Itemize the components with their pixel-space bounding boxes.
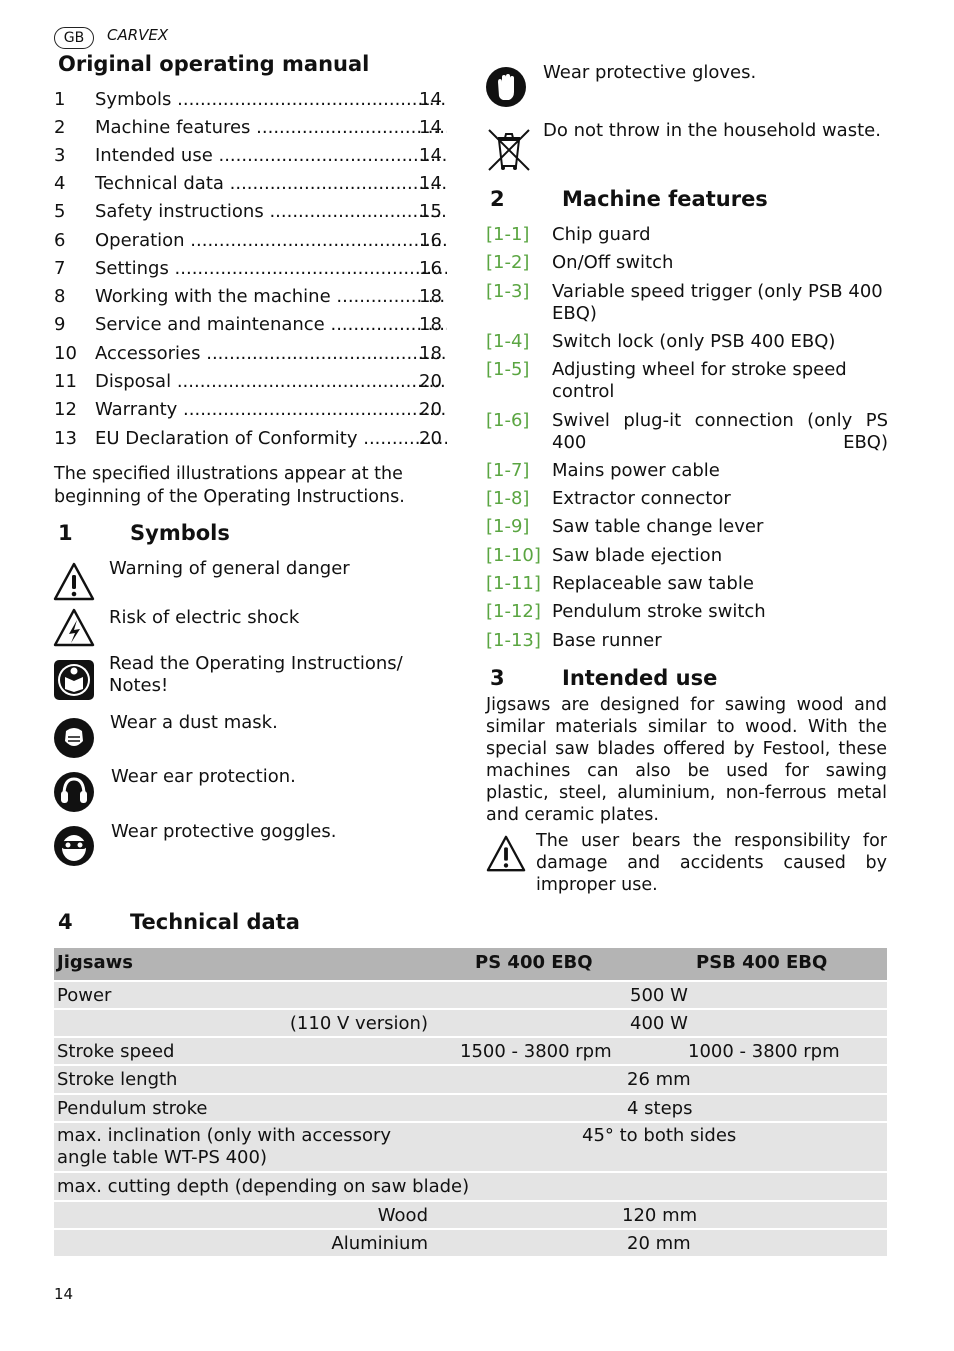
section-title: Intended use bbox=[562, 666, 718, 690]
toc-entry[interactable] bbox=[54, 198, 444, 226]
toc-page: 14 bbox=[419, 89, 442, 110]
responsibility-warning: The user bears the responsibility for damage and accidents caused by improper use. bbox=[536, 831, 887, 895]
section-title: Technical data bbox=[130, 910, 300, 934]
feature-item bbox=[486, 488, 888, 510]
table-value-ps400: 1500 - 3800 rpm bbox=[460, 1041, 612, 1062]
table-row-sublabel: Aluminium bbox=[331, 1233, 428, 1254]
toc-number: 12 bbox=[54, 399, 77, 420]
toc-number: 9 bbox=[54, 314, 66, 335]
toc-entry[interactable] bbox=[54, 227, 444, 255]
table-row bbox=[54, 1095, 887, 1123]
table-row bbox=[54, 982, 887, 1010]
feature-label: Chip guard bbox=[552, 224, 651, 245]
toc-title: Service and maintenance ..... bbox=[95, 311, 447, 339]
general-danger-warning-icon bbox=[53, 561, 95, 603]
toc-number: 5 bbox=[54, 201, 66, 222]
feature-item bbox=[486, 630, 888, 652]
toc-title: Operation ..... bbox=[95, 227, 447, 255]
feature-label: Pendulum stroke switch bbox=[552, 601, 766, 622]
toc-title: Safety instructions ..... bbox=[95, 198, 447, 226]
toc-page: 16 bbox=[419, 230, 442, 251]
toc-entry[interactable] bbox=[54, 368, 444, 396]
toc-title: Accessories ..... bbox=[95, 340, 447, 368]
feature-item bbox=[486, 573, 888, 595]
toc-number: 7 bbox=[54, 258, 66, 279]
toc-entry[interactable] bbox=[54, 311, 444, 339]
intended-use-text: Jigsaws are designed for sawing wood and similar materials similar to wood. With the special saw blades offered by Festool, these machines can also be used for sawing plastic, steel, aluminium, non-ferrous metal and ceramic plates. bbox=[486, 695, 887, 825]
symbol-description: Wear protective gloves. bbox=[543, 62, 757, 83]
feature-reference: [1-7] bbox=[486, 460, 530, 481]
table-row-label: Power bbox=[57, 985, 112, 1006]
toc-page: 14 bbox=[419, 117, 442, 138]
table-shared-value: 20 mm bbox=[627, 1233, 691, 1254]
feature-reference: [1-1] bbox=[486, 224, 530, 245]
feature-label: Extractor connector bbox=[552, 488, 731, 509]
protective-gloves-icon bbox=[485, 66, 527, 108]
table-row-label: Pendulum stroke bbox=[57, 1098, 208, 1119]
symbol-description: Wear ear protection. bbox=[111, 766, 296, 787]
toc-page: 16 bbox=[419, 258, 442, 279]
feature-label: Switch lock (only PSB 400 EBQ) bbox=[552, 331, 836, 352]
toc-entry[interactable] bbox=[54, 86, 444, 114]
read-instructions-icon bbox=[53, 659, 95, 701]
feature-item bbox=[486, 460, 888, 482]
toc-title: Settings ..... bbox=[95, 255, 447, 283]
feature-reference: [1-11] bbox=[486, 573, 541, 594]
toc-number: 2 bbox=[54, 117, 66, 138]
crossed-bin-icon bbox=[485, 126, 533, 174]
feature-label: Saw blade ejection bbox=[552, 545, 723, 566]
feature-item bbox=[486, 410, 888, 454]
table-header-label: Jigsaws bbox=[57, 952, 133, 973]
table-row bbox=[54, 1173, 887, 1202]
toc-entry[interactable] bbox=[54, 142, 444, 170]
ear-protection-icon bbox=[53, 771, 95, 813]
toc-title: Machine features ..... bbox=[95, 114, 447, 142]
toc-page: 14 bbox=[419, 173, 442, 194]
table-header-psb400: PSB 400 EBQ bbox=[696, 952, 828, 973]
section-heading-machine-features bbox=[490, 187, 890, 215]
feature-item bbox=[486, 545, 888, 567]
table-shared-value: 400 W bbox=[630, 1013, 688, 1034]
table-row-label: Stroke speed bbox=[57, 1041, 175, 1062]
feature-reference: [1-6] bbox=[486, 410, 530, 431]
feature-item bbox=[486, 331, 888, 353]
table-shared-value: 500 W bbox=[630, 985, 688, 1006]
toc-number: 6 bbox=[54, 230, 66, 251]
toc-page: 20 bbox=[419, 428, 442, 449]
table-row bbox=[54, 1230, 887, 1258]
table-row bbox=[54, 1123, 887, 1173]
symbol-description: Risk of electric shock bbox=[109, 607, 300, 628]
electric-shock-warning-icon bbox=[53, 607, 95, 649]
feature-item bbox=[486, 281, 888, 325]
table-row-sublabel: Wood bbox=[377, 1205, 428, 1226]
toc-number: 4 bbox=[54, 173, 66, 194]
feature-reference: [1-9] bbox=[486, 516, 530, 537]
page-title: Original operating manual bbox=[58, 52, 370, 76]
table-shared-value: 120 mm bbox=[622, 1205, 698, 1226]
section-title: Symbols bbox=[130, 521, 230, 545]
general-danger-warning-icon bbox=[486, 834, 526, 874]
table-row bbox=[54, 1038, 887, 1066]
feature-reference: [1-10] bbox=[486, 545, 541, 566]
feature-label: Base runner bbox=[552, 630, 662, 651]
table-row-label: Stroke length bbox=[57, 1069, 178, 1090]
table-value-psb400: 1000 - 3800 rpm bbox=[688, 1041, 840, 1062]
table-row-sublabel: (110 V version) bbox=[289, 1013, 428, 1034]
table-row bbox=[54, 1202, 887, 1230]
toc-page: 18 bbox=[419, 343, 442, 364]
toc-page: 15 bbox=[419, 201, 442, 222]
feature-reference: [1-2] bbox=[486, 252, 530, 273]
feature-reference: [1-5] bbox=[486, 359, 530, 380]
toc-page: 18 bbox=[419, 314, 442, 335]
toc-entry[interactable] bbox=[54, 396, 444, 424]
protective-goggles-icon bbox=[53, 825, 95, 867]
feature-label: Adjusting wheel for stroke speed control bbox=[552, 359, 847, 402]
toc-number: 8 bbox=[54, 286, 66, 307]
toc-number: 13 bbox=[54, 428, 77, 449]
toc-page: 14 bbox=[419, 145, 442, 166]
toc-title: Symbols ..... bbox=[95, 86, 447, 114]
feature-item bbox=[486, 359, 888, 403]
language-badge: GB bbox=[54, 27, 94, 49]
toc-entry[interactable] bbox=[54, 425, 444, 453]
section-title: Machine features bbox=[562, 187, 768, 211]
feature-label: Swivel plug-it connection (only PS 400 EBQ) bbox=[552, 410, 888, 453]
section-number: 2 bbox=[490, 187, 505, 211]
feature-item bbox=[486, 516, 888, 538]
dust-mask-icon bbox=[53, 717, 95, 759]
toc-number: 3 bbox=[54, 145, 66, 166]
table-shared-value: 26 mm bbox=[627, 1069, 691, 1090]
toc-entry[interactable] bbox=[54, 114, 444, 142]
toc-page: 20 bbox=[419, 371, 442, 392]
feature-reference: [1-8] bbox=[486, 488, 530, 509]
page-number: 14 bbox=[54, 1285, 74, 1303]
illustrations-note: The specified illustrations appear at the beginning of the Operating Instructions. bbox=[54, 464, 405, 507]
symbol-description: Do not throw in the household waste. bbox=[543, 120, 881, 141]
toc-entry[interactable] bbox=[54, 255, 444, 283]
feature-item bbox=[486, 224, 888, 246]
symbol-description: Warning of general danger bbox=[109, 558, 350, 579]
toc-title: Technical data ..... bbox=[95, 170, 447, 198]
toc-title: Intended use ..... bbox=[95, 142, 447, 170]
table-row bbox=[54, 1066, 887, 1095]
section-heading-intended-use bbox=[490, 666, 890, 694]
table-header-row bbox=[54, 948, 887, 982]
table-row bbox=[54, 1010, 887, 1038]
toc-entry[interactable] bbox=[54, 283, 444, 311]
feature-reference: [1-13] bbox=[486, 630, 541, 651]
technical-data-table bbox=[54, 948, 887, 1258]
feature-item bbox=[486, 252, 888, 274]
feature-label: Mains power cable bbox=[552, 460, 720, 481]
toc-entry[interactable] bbox=[54, 340, 444, 368]
symbol-description: Wear a dust mask. bbox=[110, 712, 278, 733]
feature-item bbox=[486, 601, 888, 623]
toc-page: 20 bbox=[419, 399, 442, 420]
feature-label: On/Off switch bbox=[552, 252, 674, 273]
symbol-description: Read the Operating Instructions/ Notes! bbox=[109, 653, 403, 696]
feature-label: Replaceable saw table bbox=[552, 573, 754, 594]
toc-number: 1 bbox=[54, 89, 66, 110]
toc-title: EU Declaration of Conformity ..... bbox=[95, 425, 447, 453]
table-row-label: max. inclination (only with accessory angle table WT-PS 400) bbox=[57, 1125, 392, 1168]
table-shared-value: 4 steps bbox=[627, 1098, 693, 1119]
table-header-ps400: PS 400 EBQ bbox=[475, 952, 593, 973]
toc-title: Disposal ..... bbox=[95, 368, 447, 396]
toc-number: 10 bbox=[54, 343, 77, 364]
section-number: 3 bbox=[490, 666, 505, 690]
symbol-description: Wear protective goggles. bbox=[111, 821, 337, 842]
toc-title: Warranty ..... bbox=[95, 396, 447, 424]
section-number: 4 bbox=[58, 910, 73, 934]
toc-page: 18 bbox=[419, 286, 442, 307]
toc-title: Working with the machine ..... bbox=[95, 283, 447, 311]
feature-reference: [1-3] bbox=[486, 281, 530, 302]
section-heading-symbols bbox=[58, 521, 358, 549]
table-row-label: max. cutting depth (depending on saw blade) bbox=[57, 1176, 470, 1197]
toc-number: 11 bbox=[54, 371, 77, 392]
section-heading-technical-data bbox=[58, 910, 458, 938]
feature-reference: [1-4] bbox=[486, 331, 530, 352]
feature-label: Variable speed trigger (only PSB 400 EBQ) bbox=[552, 281, 883, 324]
feature-reference: [1-12] bbox=[486, 601, 541, 622]
toc-entry[interactable] bbox=[54, 170, 444, 198]
feature-label: Saw table change lever bbox=[552, 516, 764, 537]
section-number: 1 bbox=[58, 521, 73, 545]
table-shared-value: 45° to both sides bbox=[582, 1125, 737, 1146]
brand-name: CARVEX bbox=[107, 26, 169, 44]
